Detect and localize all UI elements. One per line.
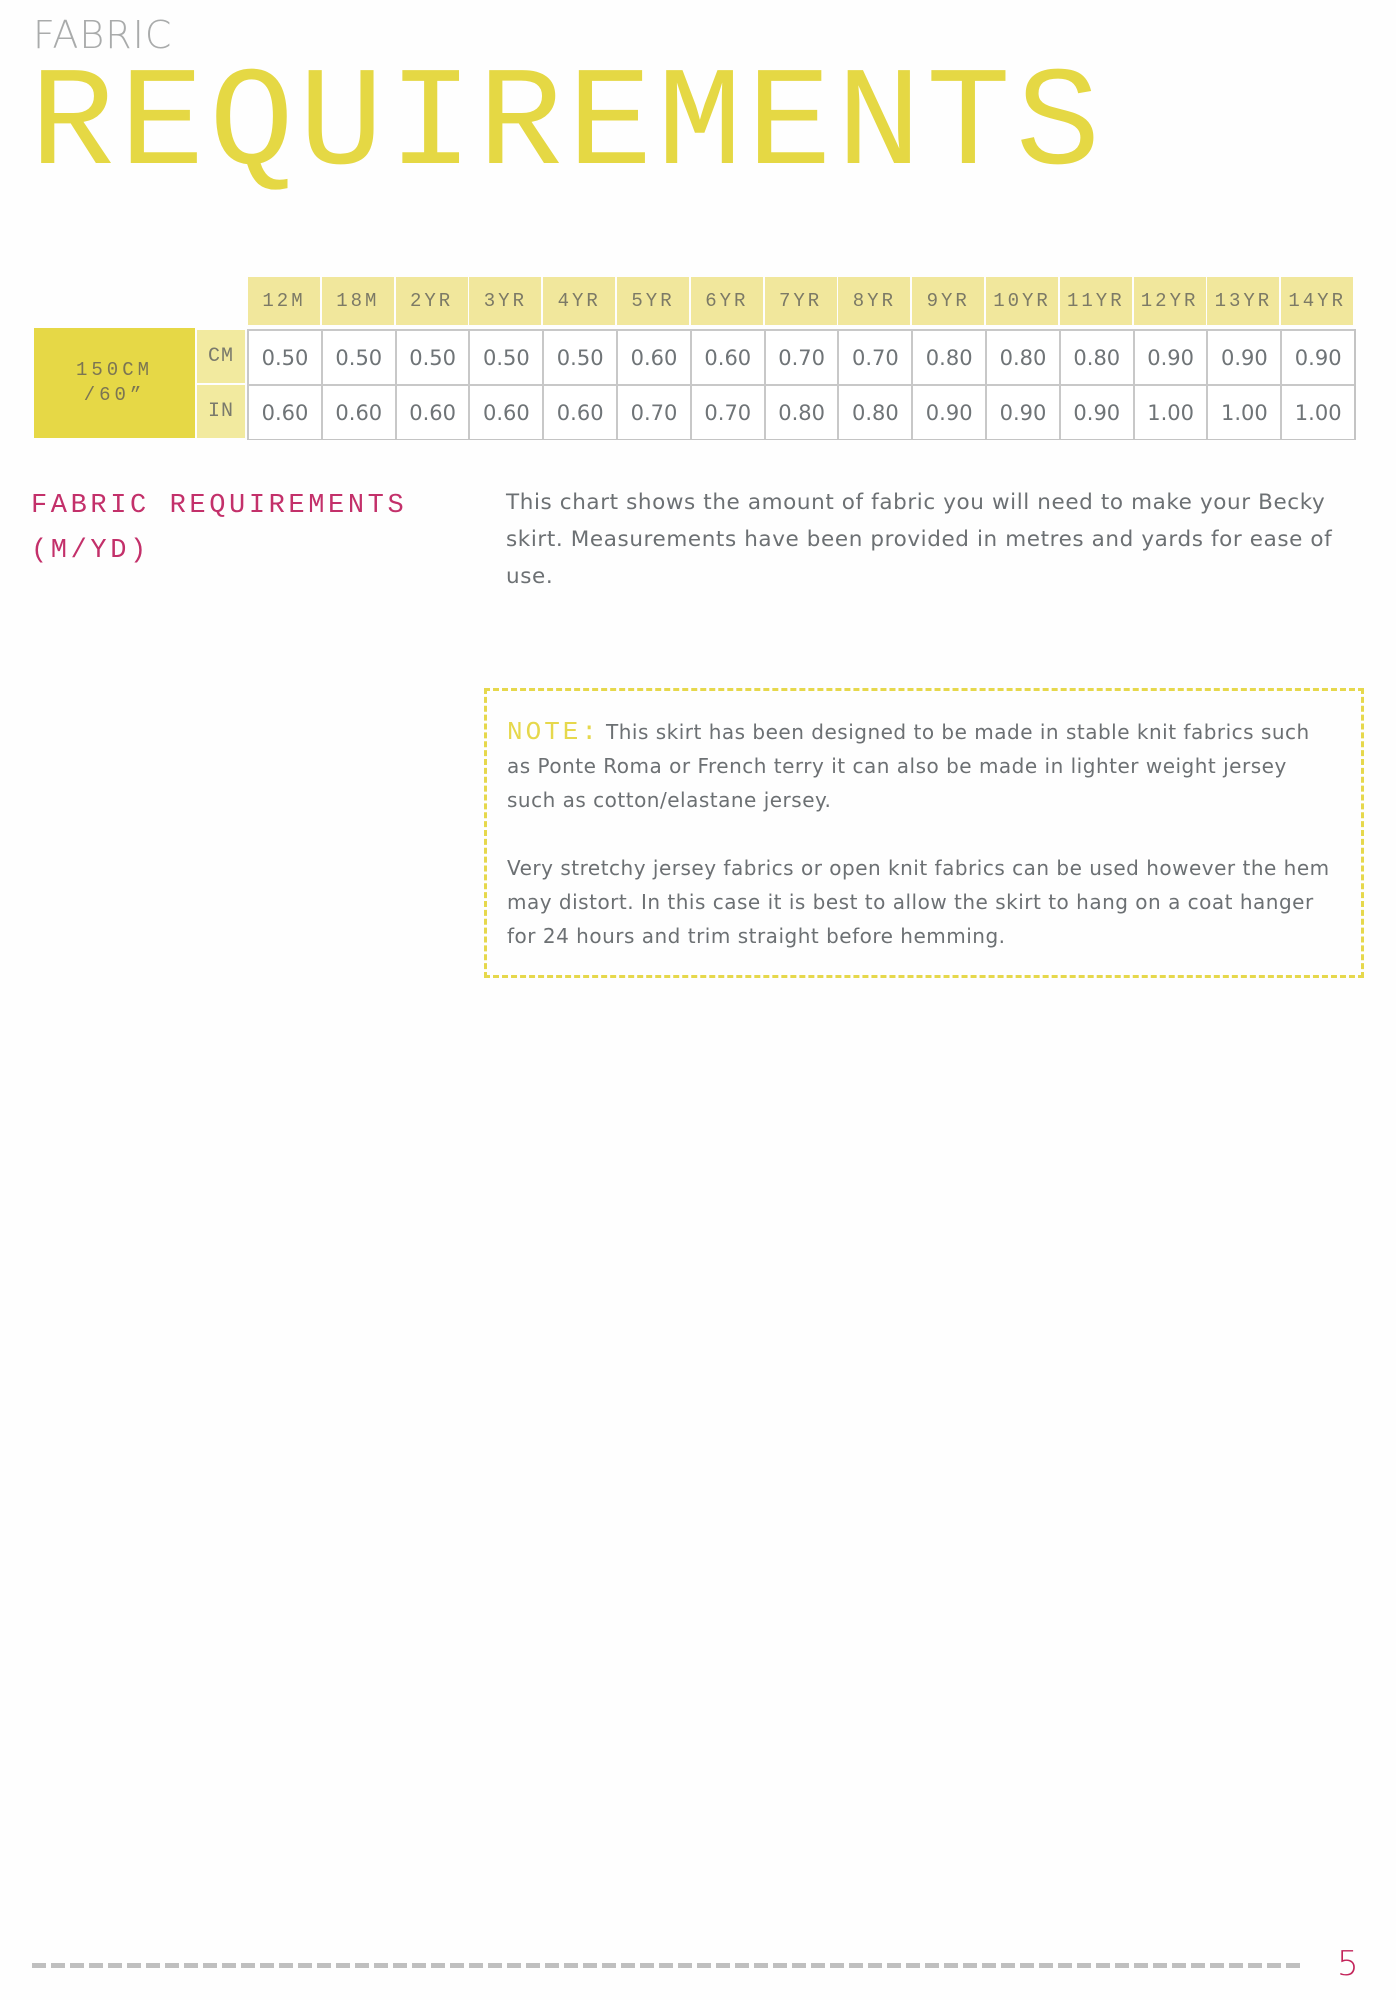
- note-paragraph-2: Very stretchy jersey fabrics or open knit fabrics can be used however the hem may distort. In this case it is best to allow the skirt to hang on a coat hanger for 24 hours and trim straight before hemming.: [507, 856, 1330, 948]
- page-kicker: FABRIC: [33, 13, 173, 57]
- fabric-width-label: [34, 328, 195, 438]
- size-header-cell: 14YR: [1281, 277, 1353, 325]
- table-cell: 0.80: [911, 329, 985, 384]
- table-cell: 1.00: [1133, 384, 1207, 439]
- table-cell: 0.70: [764, 329, 838, 384]
- table-cell: 0.80: [1059, 329, 1133, 384]
- size-header-cell: 10YR: [986, 277, 1058, 325]
- table-cell: 0.60: [468, 384, 542, 439]
- unit-label-in: IN: [197, 385, 245, 438]
- intro-paragraph: This chart shows the amount of fabric you will need to make your Becky skirt. Measurements have been provided in metres and yards for ease of use.: [506, 490, 1333, 589]
- unit-label-cm: CM: [197, 330, 245, 383]
- section-heading: [31, 484, 451, 574]
- table-cell: 0.90: [1133, 329, 1207, 384]
- footer-divider: [32, 1963, 1302, 1968]
- table-cell: 0.70: [616, 384, 690, 439]
- note-text-1: This skirt has been designed to be made in stable knit fabrics such as Ponte Roma or French terry it can also be made in lighter weight jersey such as cotton/elastane jersey.: [507, 720, 1310, 812]
- table-cell: 0.90: [1280, 329, 1354, 384]
- table-cell: 0.80: [837, 384, 911, 439]
- size-header-cell: 7YR: [765, 277, 837, 325]
- table-cell: 0.50: [247, 329, 321, 384]
- section-heading-line1: FABRIC REQUIREMENTS: [31, 491, 408, 521]
- table-cell: 0.60: [690, 329, 764, 384]
- table-cell: 0.60: [395, 384, 469, 439]
- table-cell: 0.90: [911, 384, 985, 439]
- note-paragraph-1: [507, 715, 1337, 817]
- size-header-cell: 8YR: [838, 277, 910, 325]
- size-header-cell: 13YR: [1207, 277, 1279, 325]
- page-title: REQUIREMENTS: [30, 47, 1106, 206]
- size-header-cell: 11YR: [1060, 277, 1132, 325]
- table-cell: 0.50: [468, 329, 542, 384]
- table-cell: 1.00: [1280, 384, 1354, 439]
- size-header-cell: 12M: [248, 277, 320, 325]
- section-heading-line2: (M/YD): [31, 536, 150, 566]
- size-header-cell: 6YR: [691, 277, 763, 325]
- size-header-cell: 2YR: [396, 277, 468, 325]
- table-cell: 0.80: [764, 384, 838, 439]
- size-header-cell: 12YR: [1134, 277, 1206, 325]
- table-cell: 1.00: [1206, 384, 1280, 439]
- table-cell: 0.60: [616, 329, 690, 384]
- table-cell: 0.60: [542, 384, 616, 439]
- size-header-cell: 3YR: [469, 277, 541, 325]
- table-cell: 0.60: [247, 384, 321, 439]
- table-cell: 0.90: [1206, 329, 1280, 384]
- table-cell: 0.70: [690, 384, 764, 439]
- size-header-cell: 4YR: [543, 277, 615, 325]
- table-cell: 0.50: [542, 329, 616, 384]
- note-box: [484, 688, 1364, 978]
- table-cell: 0.80: [985, 329, 1059, 384]
- size-header-cell: 18M: [322, 277, 394, 325]
- note-label: NOTE:: [507, 717, 601, 747]
- table-cell: 0.90: [1059, 384, 1133, 439]
- table-cell: 0.50: [395, 329, 469, 384]
- fabric-width-cm: 150CM: [75, 359, 153, 381]
- table-cell: 0.90: [985, 384, 1059, 439]
- table-cell: 0.70: [837, 329, 911, 384]
- size-header-cell: 9YR: [912, 277, 984, 325]
- page-number: 5: [1337, 1944, 1359, 1984]
- table-cell: 0.50: [321, 329, 395, 384]
- size-header-cell: 5YR: [617, 277, 689, 325]
- fabric-width-in: /60”: [83, 384, 146, 406]
- table-cell: 0.60: [321, 384, 395, 439]
